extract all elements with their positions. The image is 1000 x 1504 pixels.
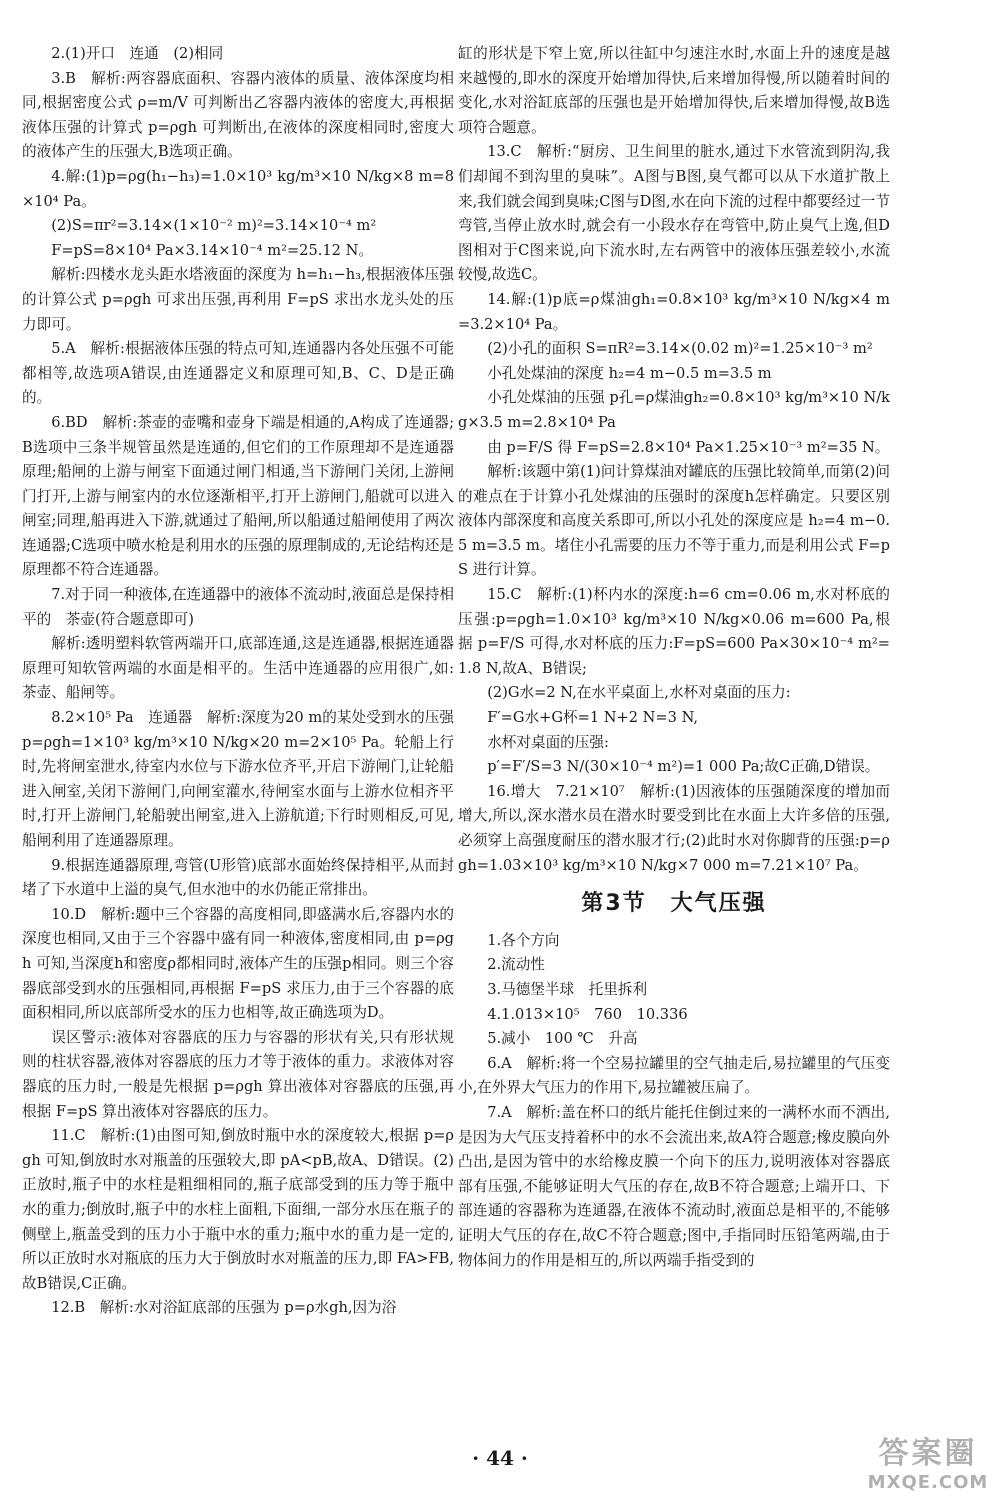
answer-paragraph: 9.根据连通器原理,弯管(U形管)底部水面始终保持相平,从而封堵了下水道中上溢的臭气,但水池中的水仍能正常排出。 <box>22 856 454 899</box>
answer-paragraph: 1.各个方向 <box>487 931 560 949</box>
answer-paragraph: 小孔处煤油的深度 h₂=4 m−0.5 m=3.5 m <box>487 364 772 382</box>
answer-paragraph: 7.对于同一种液体,在连通器中的液体不流动时,液面总是保持相平的 茶壶(符合题意即可) <box>22 586 454 628</box>
answer-paragraph: 4.1.013×10⁵ 760 10.336 <box>487 1005 688 1023</box>
answer-paragraph: 6.BD 解析:茶壶的壶嘴和壶身下端是相通的,A构成了连通器;B选项中三条半规管虽然是连通的,但它们的工作原理却不是连通器原理;船闸的上游与闸室下面通过闸门相通,当下游闸门关闭,上游闸门打开,上游与闸室内的水位逐渐相平,打开上游闸门,船就可以进入闸室;同理,船再进入下游,就通过了船闸,所以船通过船闸使用了两次连通器;C选项中喷水枪是利用水的压强的原理制成的,无论结构还是原理都不符合连通器。 <box>22 413 454 579</box>
answer-paragraph: 3.马德堡半球 托里拆利 <box>487 980 648 998</box>
answer-paragraph: 5.A 解析:根据液体压强的特点可知,连通器内各处压强不可能都相等,故选项A错误,由连通器定义和原理可知,B、C、D是正确的。 <box>22 340 454 407</box>
answer-paragraph: 14.解:(1)p底=ρ煤油gh₁=0.8×10³ kg/m³×10 N/kg×4 m=3.2×10⁴ Pa。 <box>458 290 890 333</box>
answer-paragraph: p′=F′/S=3 N/(30×10⁻⁴ m²)=1 000 Pa;故C正确,D错误。 <box>487 758 880 776</box>
page-number: · 44 · <box>472 1446 528 1470</box>
answer-paragraph: (2)G水=2 N,在水平桌面上,水杯对桌面的压力: <box>487 684 791 702</box>
answer-paragraph: 13.C 解析:“厨房、卫生间里的脏水,通过下水管流到阴沟,我们却闻不到沟里的臭味”。A图与B图,臭气都可以从下水道扩散上来,我们就会闻到臭味;C图与D图,水在向下流的过程中都要经过一节弯管,当停止放水时,就会有一小段水存在弯管中,防止臭气上逸,但D图相对于C图来说,向下流水时,左右两管中的液体压强差较小,水流较慢,故选C。 <box>458 143 890 284</box>
answer-paragraph: 8.2×10⁵ Pa 连通器 解析:深度为20 m的某处受到水的压强 p=ρgh=1×10³ kg/m³×10 N/kg×20 m=2×10⁵ Pa。轮船上行时,先将闸室泄水,待室内水位与下游水位齐平,开启下游闸门,让轮船进入闸室,关闭下游闸门,向闸室灌水,待闸室水面与上游水位相齐平时,打开上游闸门,轮船驶出闸室,进入上游航道;下行时则相反,可见,船闸利用了连通器原理。 <box>22 709 454 849</box>
answer-paragraph: 解析:透明塑料软管两端开口,底部连通,这是连通器,根据连通器原理可知软管两端的水面是相平的。生活中连通器的应用很广,如:茶壶、船闸等。 <box>22 635 454 702</box>
right-column <box>458 42 890 1273</box>
answer-paragraph: 15.C 解析:(1)杯内水的深度:h=6 cm=0.06 m,水对杯底的压强:p=ρgh=1.0×10³ kg/m³×10 N/kg×0.06 m=600 Pa,根据 p=F/S 可得,水对杯底的压力:F=pS=600 Pa×30×10⁻⁴ m²=1.8 N,故A、B错误; <box>458 586 890 677</box>
answer-paragraph: F=pS=8×10⁴ Pa×3.14×10⁻⁴ m²=25.12 N。 <box>51 241 373 259</box>
left-column <box>22 42 454 1321</box>
watermark-text: 答案圈 <box>878 1436 978 1471</box>
answer-paragraph: 解析:该题中第(1)问计算煤油对罐底的压强比较简单,而第(2)问的难点在于计算小孔处煤油的压强时的深度h怎样确定。只要区别液体内部深度和高度关系即可,所以小孔处的深度应是 h₂=4 m−0.5 m=3.5 m。堵住小孔需要的压力不等于重力,而是利用公式 F=pS 进行计算。 <box>458 463 890 579</box>
answer-paragraph: 4.解:(1)p=ρg(h₁−h₃)=1.0×10³ kg/m³×10 N/kg×8 m=8×10⁴ Pa。 <box>22 167 454 210</box>
answer-paragraph: 16.增大 7.21×10⁷ 解析:(1)因液体的压强随深度的增加而增大,所以,深水潜水员在潜水时要受到比在水面上大许多倍的压强,必须穿上高强度耐压的潜水服才行;(2)此时水对你脚背的压强:p=ρgh=1.03×10³ kg/m³×10 N/kg×7 000 m=7.21×10⁷ Pa。 <box>458 782 890 874</box>
answer-paragraph: 11.C 解析:(1)由图可知,倒放时瓶中水的深度较大,根据 p=ρgh 可知,倒放时水对瓶盖的压强较大,即 pA<pB,故A、D错误。(2)正放时,瓶子中的水柱是粗细相同的,瓶子底部受到的压力等于瓶中水的重力;倒放时,瓶子中的水柱上面粗,下面细,一部分水压在瓶子的侧壁上,瓶盖受到的压力小于瓶中水的重力;瓶中水的重力是一定的,所以正放时水对瓶底的压力大于倒放时水对瓶盖的压力,即 FA>FB,故B错误,C正确。 <box>22 1127 454 1292</box>
answer-paragraph: 2.流动性 <box>487 956 545 974</box>
answer-paragraph: (2)S=πr²=3.14×(1×10⁻² m)²=3.14×10⁻⁴ m² <box>51 217 377 235</box>
answer-paragraph: 6.A 解析:将一个空易拉罐里的空气抽走后,易拉罐里的气压变小,在外界大气压力的作用下,易拉罐被压扁了。 <box>458 1054 890 1097</box>
answer-paragraph: 5.减小 100 ℃ 升高 <box>487 1030 638 1048</box>
answer-paragraph: 小孔处煤油的压强 p孔=ρ煤油gh₂=0.8×10³ kg/m³×10 N/kg×3.5 m=2.8×10⁴ Pa <box>458 389 890 431</box>
answer-paragraph: 缸的形状是下窄上宽,所以往缸中匀速注水时,水面上升的速度是越来越慢的,即水的深度开始增加得快,后来增加得慢,所以随着时间的变化,水对浴缸底部的压强也是开始增加得快,后来增加得慢,故B选项符合题意。 <box>458 45 890 136</box>
section-title: 第3节 大气压强 <box>581 891 767 917</box>
watermark-logo <box>862 1428 994 1498</box>
right-column-continuation <box>458 42 890 878</box>
answer-paragraph: 解析:四楼水龙头距水塔液面的深度为 h=h₁−h₃,根据液体压强的计算公式 p=ρgh 可求出压强,再利用 F=pS 求出水龙头处的压力即可。 <box>22 266 454 333</box>
answer-paragraph: 水杯对桌面的压强: <box>487 733 609 751</box>
answer-paragraph: 3.B 解析:两容器底面积、容器内液体的质量、液体深度均相同,根据密度公式 ρ=m/V 可判断出乙容器内液体的密度大,再根据液体压强的计算式 p=ρgh 可判断出,在液体的深度相同时,密度大的液体产生的压强大,B选项正确。 <box>22 69 454 161</box>
answer-paragraph: 10.D 解析:题中三个容器的高度相同,即盛满水后,容器内水的深度也相同,又由于三个容器中盛有同一种液体,密度相同,由 p=ρgh 可知,当深度h和密度ρ都相同时,液体产生的压强p相同。则三个容器底部受到水的压强相同,再根据 F=pS 求压力,由于三个容器的底面积相同,所以底部所受水的压力也相等,故正确选项为D。 <box>22 905 454 1022</box>
answer-paragraph: F′=G水+G杯=1 N+2 N=3 N, <box>487 709 699 727</box>
answer-paragraph: 误区警示:液体对容器底的压力与容器的形状有关,只有形状规则的柱状容器,液体对容器底的压力才等于液体的重力。求液体对容器底的压力时,一般是先根据 p=ρgh 算出液体对容器底的压强,再根据 F=pS 算出液体对容器底的压力。 <box>22 1028 454 1120</box>
section-3-answers <box>458 929 890 1273</box>
answer-paragraph: (2)小孔的面积 S=πR²=3.14×(0.02 m)²=1.25×10⁻³ m² <box>487 340 873 358</box>
answer-paragraph: 2.(1)开口 连通 (2)相同 <box>51 45 224 62</box>
watermark-url: MXQE.COM <box>867 1472 989 1493</box>
answer-paragraph: 12.B 解析:水对浴缸底部的压强为 p=ρ水gh,因为浴 <box>51 1299 397 1317</box>
answer-paragraph: 由 p=F/S 得 F=pS=2.8×10⁴ Pa×1.25×10⁻³ m²=35 N。 <box>487 438 890 456</box>
answer-paragraph: 7.A 解析:盖在杯口的纸片能托住倒过来的一满杯水而不洒出,是因为大气压支持着杯中的水不会流出来,故A符合题意;橡皮膜向外凸出,是因为管中的水给橡皮膜一个向下的压力,说明液体对容器底部有压强,不能够证明大气压的存在,故B不符合题意;上端开口、下部连通的容器称为连通器,在液体不流动时,液面总是相平的,不能够证明大气压的存在,故C不符合题意;图中,手指同时压铅笔两端,由于物体间力的作用是相互的,所以两端手指受到的 <box>458 1103 890 1269</box>
